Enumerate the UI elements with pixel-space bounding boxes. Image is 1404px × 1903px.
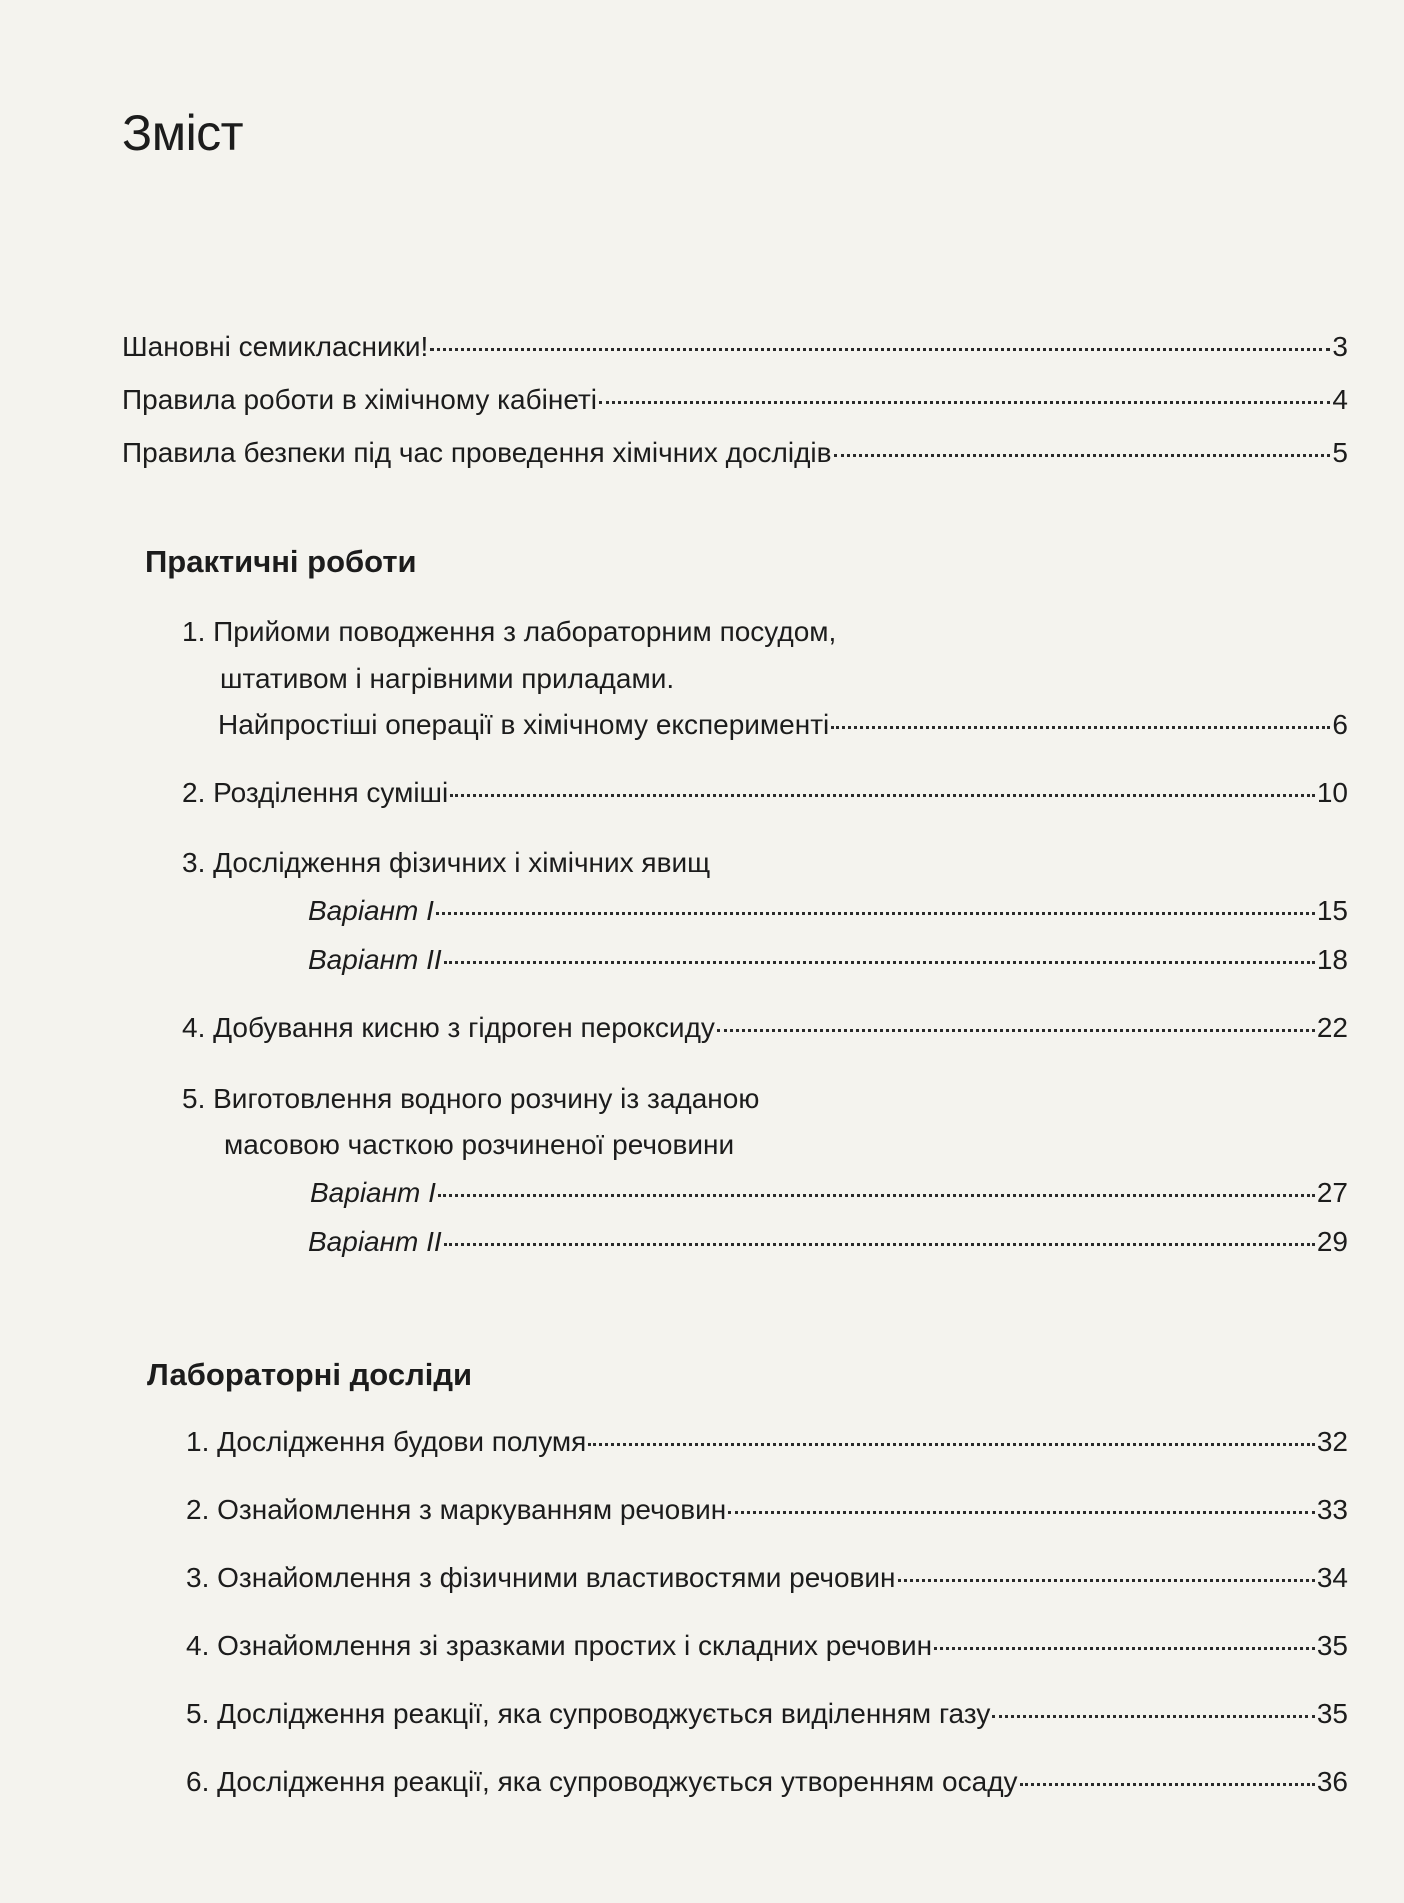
work-3-title: 3. Дослідження фізичних і хімічних явищ <box>182 847 711 878</box>
toc-entry-work-3-variant-1[interactable] <box>308 894 1348 928</box>
entry-label: Найпростіші операції в хімічному експерименті <box>218 709 830 740</box>
entry-label: Варіант І <box>310 1177 436 1208</box>
toc-entry[interactable] <box>122 383 1348 417</box>
section-heading-practical: Практичні роботи <box>145 544 417 579</box>
entry-page: 5 <box>1332 437 1348 468</box>
entry-label: 5. Дослідження реакції, яка супроводжується виділенням газу <box>186 1698 991 1729</box>
dot-leader <box>992 1715 1315 1718</box>
entry-label: Правила роботи в хімічному кабінеті <box>122 384 598 415</box>
dot-leader <box>599 401 1330 404</box>
entry-page: 22 <box>1316 1012 1348 1043</box>
entry-page: 27 <box>1316 1177 1348 1208</box>
toc-entry-work-3-variant-2[interactable] <box>308 943 1348 977</box>
dot-leader <box>831 726 1330 729</box>
entry-page: 33 <box>1316 1494 1348 1525</box>
dot-leader <box>717 1029 1315 1032</box>
work-5-title-line-1: 5. Виготовлення водного розчину із заданою <box>182 1083 760 1114</box>
toc-entry-work-5-variant-2[interactable] <box>308 1225 1348 1259</box>
toc-entry-work-4[interactable] <box>182 1011 1348 1045</box>
entry-page: 15 <box>1316 895 1348 926</box>
toc-entry-lab-5[interactable] <box>186 1697 1348 1731</box>
entry-page: 18 <box>1316 944 1348 975</box>
toc-entry[interactable] <box>122 436 1348 470</box>
entry-page: 35 <box>1316 1698 1348 1729</box>
entry-label: 1. Дослідження будови полумя <box>186 1426 587 1457</box>
entry-label: 4. Ознайомлення зі зразками простих і складних речовин <box>186 1630 933 1661</box>
toc-entry-lab-6[interactable] <box>186 1765 1348 1799</box>
entry-label: Правила безпеки під час проведення хімічних дослідів <box>122 437 832 468</box>
toc-entry-work-5-variant-1[interactable] <box>310 1176 1348 1210</box>
dot-leader <box>444 1243 1315 1246</box>
toc-entry-work-2[interactable] <box>182 776 1348 810</box>
entry-label: 4. Добування кисню з гідроген пероксиду <box>182 1012 715 1043</box>
entry-label: Варіант ІІ <box>308 1226 442 1257</box>
toc-entry[interactable] <box>122 330 1348 364</box>
entry-page: 35 <box>1316 1630 1348 1661</box>
toc-entry-work-1[interactable] <box>218 708 1348 742</box>
dot-leader <box>430 348 1330 351</box>
entry-label: 2. Ознайомлення з маркуванням речовин <box>186 1494 727 1525</box>
entry-page: 4 <box>1332 384 1348 415</box>
entry-label: 3. Ознайомлення з фізичними властивостями речовин <box>186 1562 896 1593</box>
dot-leader <box>450 794 1315 797</box>
toc-entry-lab-4[interactable] <box>186 1629 1348 1663</box>
entry-page: 32 <box>1316 1426 1348 1457</box>
entry-label: 2. Розділення суміші <box>182 777 449 808</box>
entry-label: Варіант І <box>308 895 434 926</box>
dot-leader <box>898 1579 1315 1582</box>
toc-entry-lab-2[interactable] <box>186 1493 1348 1527</box>
dot-leader <box>444 961 1315 964</box>
dot-leader <box>588 1443 1315 1446</box>
work-5-title-line-2: масовою часткою розчиненої речовини <box>224 1129 735 1160</box>
work-1-title-line-1: 1. Прийоми поводження з лабораторним посудом, <box>182 616 837 647</box>
work-1-title-line-2: штативом і нагрівними приладами. <box>220 663 675 694</box>
dot-leader <box>834 454 1331 457</box>
entry-page: 34 <box>1316 1562 1348 1593</box>
dot-leader <box>438 1194 1315 1197</box>
entry-page: 29 <box>1316 1226 1348 1257</box>
entry-page: 3 <box>1332 331 1348 362</box>
entry-page: 36 <box>1316 1766 1348 1797</box>
section-heading-labs: Лабораторні досліди <box>147 1357 473 1392</box>
entry-label: 6. Дослідження реакції, яка супроводжується утворенням осаду <box>186 1766 1018 1797</box>
toc-entry-lab-3[interactable] <box>186 1561 1348 1595</box>
entry-page: 6 <box>1332 709 1348 740</box>
toc-entry-lab-1[interactable] <box>186 1425 1348 1459</box>
dot-leader <box>934 1647 1315 1650</box>
entry-page: 10 <box>1316 777 1348 808</box>
dot-leader <box>436 912 1315 915</box>
entry-label: Шановні семикласники! <box>122 331 429 362</box>
dot-leader <box>728 1511 1315 1514</box>
entry-label: Варіант ІІ <box>308 944 442 975</box>
page-title: Зміст <box>122 105 244 161</box>
dot-leader <box>1020 1783 1315 1786</box>
